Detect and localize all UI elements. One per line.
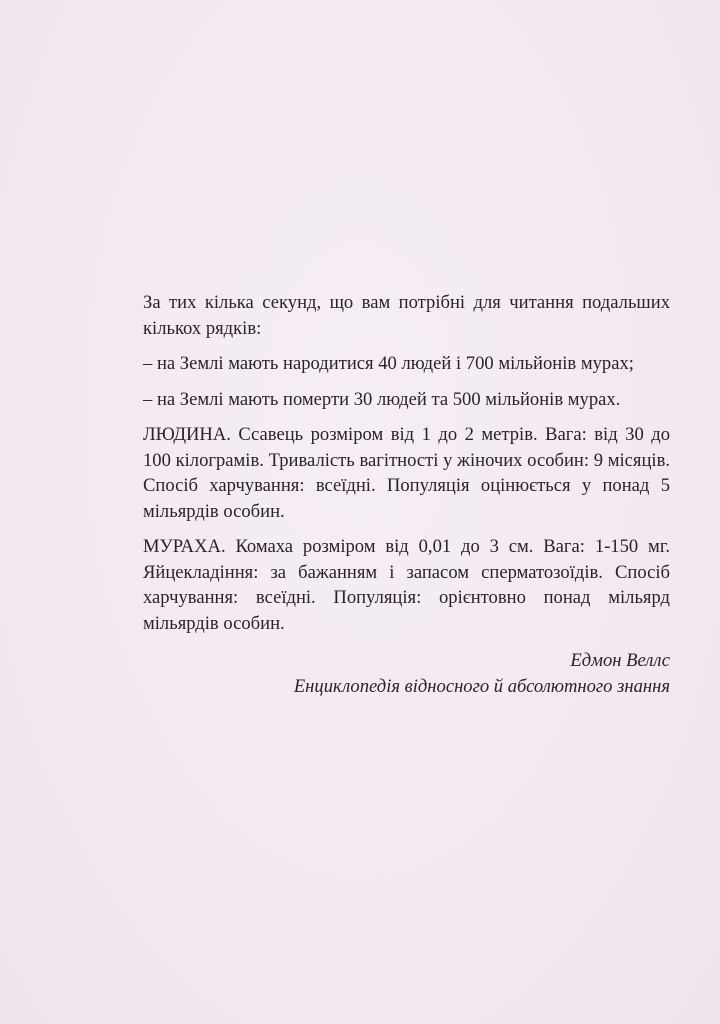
epigraph: [143, 290, 670, 699]
bullet-deaths: – на Землі мають померти 30 людей та 500 мільйонів мурах.: [143, 388, 621, 410]
entry-human: ЛЮДИНА. Ссавець розміром від 1 до 2 метрів. Вага: від 30 до 100 кілограмів. Тривалість вагітності у жіночих особин: 9 місяців. Спосіб харчування: всеїдні. Популяція оцінюється у понад 5 мільярдів особин.: [143, 424, 670, 522]
attribution-author: Едмон Веллс: [570, 650, 670, 671]
bullet-births: – на Землі мають народитися 40 людей і 700 мільйонів мурах;: [143, 353, 634, 374]
attribution-source: Енциклопедія відносного й абсолютного знання: [293, 675, 670, 697]
intro-paragraph: За тих кілька секунд, що вам потрібні для читання подальших кількох рядків:: [143, 292, 670, 339]
entry-ant: МУРАХА. Комаха розміром від 0,01 до 3 см. Вага: 1-150 мг. Яйцекладіння: за бажанням і запасом сперматозоїдів. Спосіб харчування: всеїдні. Популяція: орієнтовно понад мільярд мільярдів особин.: [143, 536, 670, 634]
